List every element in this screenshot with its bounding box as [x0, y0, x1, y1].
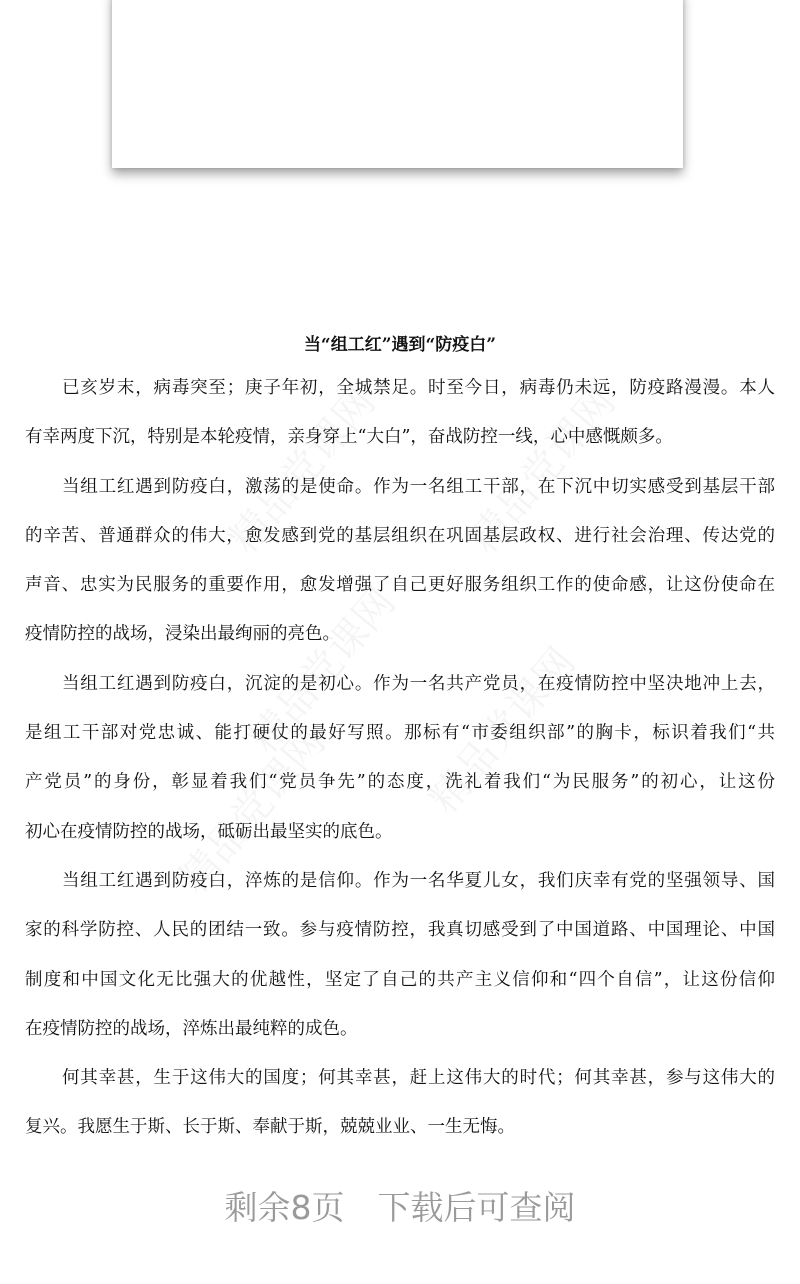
paragraph-line: 初心在疫情防控的战场，砥砺出最坚实的底色。 [25, 821, 393, 842]
paragraph-line: 是组工干部对党忠诚、能打硬仗的最好写照。那标有“市委组织部”的胸卡，标识着我们“共 [25, 723, 775, 744]
download-hint-label: 下载后可查阅 [377, 1188, 576, 1227]
paragraph-line: 复兴。我愿生于斯、长于斯、奉献于斯，兢兢业业、一生无悔。 [25, 1117, 515, 1138]
paragraph-line: 当组工红遇到防疫白，沉淀的是初心。作为一名共产党员，在疫情防控中坚决地冲上去， [62, 673, 775, 694]
paragraph-line: 有幸两度下沉，特别是本轮疫情，亲身穿上“大白”，奋战防控一线，心中感慨颇多。 [25, 427, 673, 448]
remaining-pages-label: 剩余8页 [224, 1188, 345, 1227]
document-title: 当“组工红”遇到“防疫白” [303, 335, 497, 355]
paragraph-line: 制度和中国文化无比强大的优越性，坚定了自己的共产主义信仰和“四个自信”，让这份信仰 [25, 969, 775, 990]
paragraph-line: 在疫情防控的战场，淬炼出最纯粹的成色。 [25, 1018, 358, 1039]
paragraph-line: 疫情防控的战场，浸染出最绚丽的亮色。 [25, 624, 340, 645]
paragraph-line: 当组工红遇到防疫白，淬炼的是信仰。作为一名华夏儿女，我们庆幸有党的坚强领导、国 [62, 870, 775, 891]
paragraph-line: 的辛苦、普通群众的伟大，愈发感到党的基层组织在巩固基层政权、进行社会治理、传达党的 [25, 525, 775, 546]
previous-page-card [112, 0, 683, 168]
download-prompt[interactable] [0, 1182, 800, 1229]
paragraph-line: 已亥岁末，病毒突至；庚子年初，全城禁足。时至今日，病毒仍未远，防疫路漫漫。本人 [62, 378, 775, 398]
paragraph-line: 产党员”的身份，彰显着我们“党员争先”的态度，洗礼着我们“为民服务”的初心，让这份 [25, 772, 775, 793]
paragraph-line: 声音、忠实为民服务的重要作用，愈发增强了自己更好服务组织工作的使命感，让这份使命在 [25, 575, 775, 596]
document-body [25, 373, 775, 1162]
paragraph-line: 何其幸甚，生于这伟大的国度；何其幸甚，赶上这伟大的时代；何其幸甚，参与这伟大的 [62, 1068, 775, 1089]
paragraph-line: 当组工红遇到防疫白，激荡的是使命。作为一名组工干部，在下沉中切实感受到基层干部 [62, 476, 775, 497]
paragraph-line: 家的科学防控、人民的团结一致。参与疫情防控，我真切感受到了中国道路、中国理论、中国 [25, 920, 775, 941]
